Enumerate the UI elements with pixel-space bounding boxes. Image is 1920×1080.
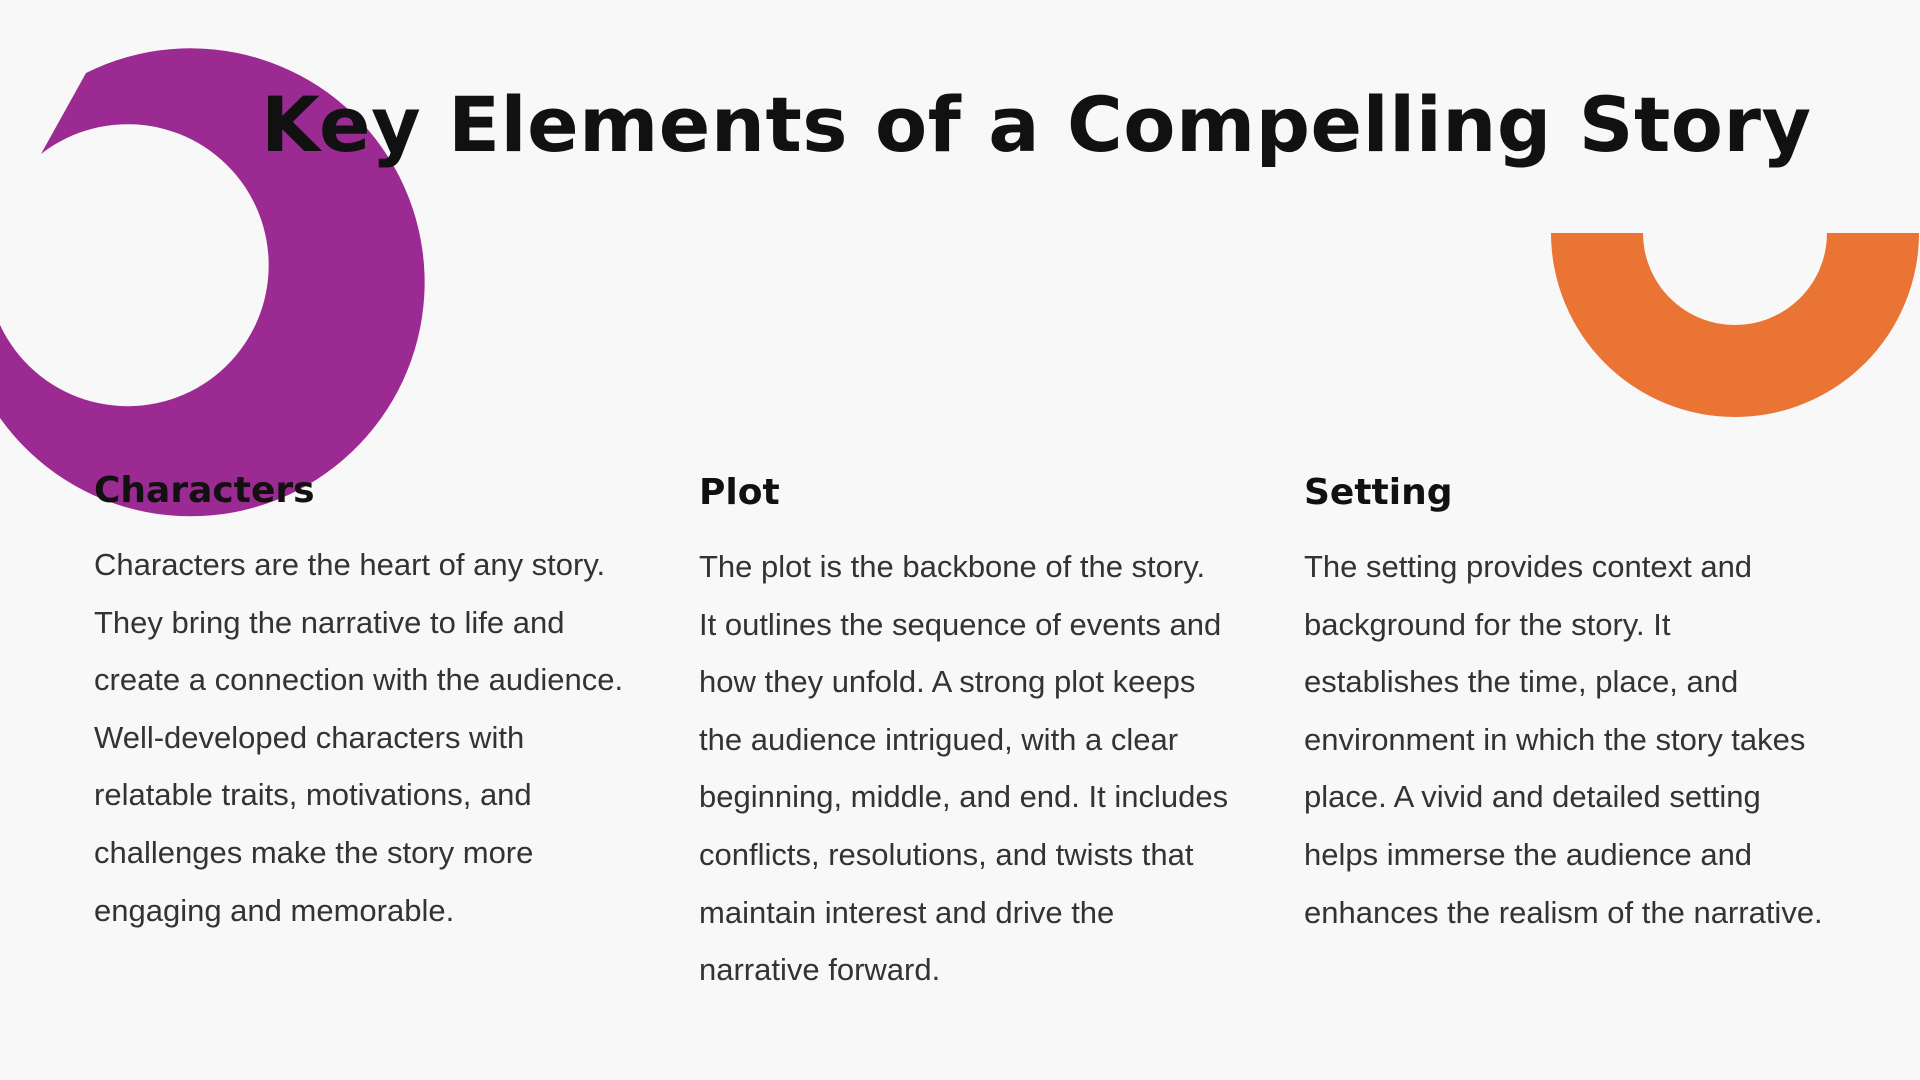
- column-setting: [1304, 468, 1834, 941]
- setting-description: The setting provides context and background for the story. It establishes the time, place, and environment in which the story takes place. A vivid and detailed setting helps immerse the audience and enhances the realism of the narrative.: [1304, 549, 1823, 930]
- characters-description: Characters are the heart of any story. They bring the narrative to life and create a connection with the audience. Well-developed characters with relatable traits, motivations, and challenges make the story more engaging and memorable.: [94, 547, 624, 928]
- setting-heading: Setting: [1304, 472, 1453, 513]
- plot-heading: Plot: [699, 472, 780, 513]
- column-characters: [94, 466, 624, 939]
- plot-description: The plot is the backbone of the story. It outlines the sequence of events and how they unfold. A strong plot keeps the audience intrigued, with a clear beginning, middle, and end. It includes conflicts, resolutions, and twists that maintain interest and drive the narrative forward.: [699, 549, 1229, 988]
- column-plot: [699, 468, 1229, 999]
- orange-arc-shape: [1551, 233, 1919, 417]
- characters-heading: Characters: [94, 470, 315, 511]
- page-title: Key Elements of a Compelling Story: [261, 80, 1812, 169]
